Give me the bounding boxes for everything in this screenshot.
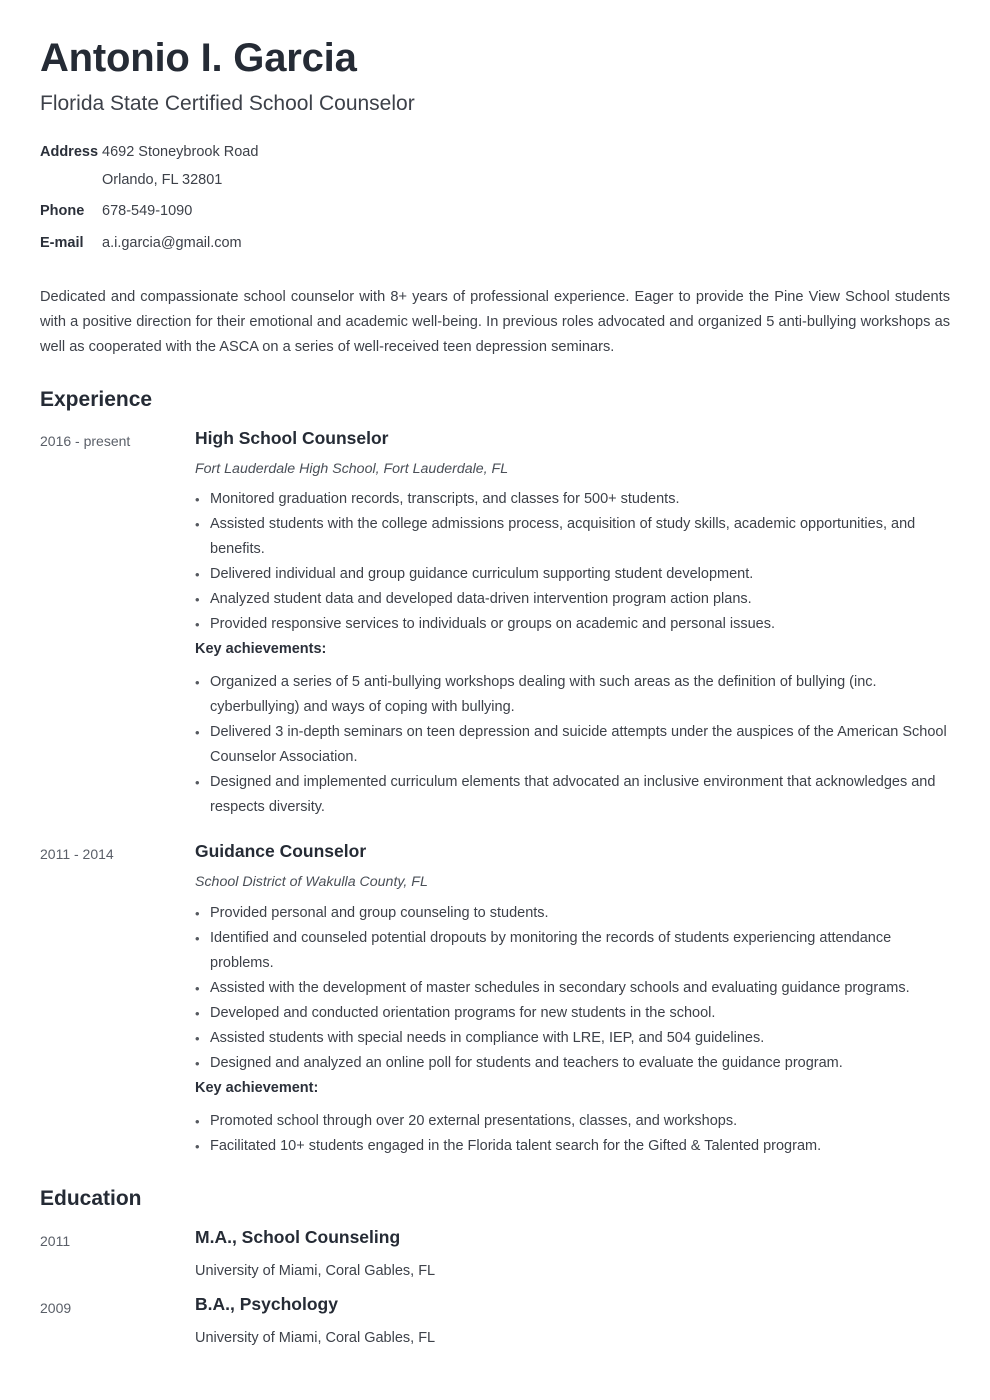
list-item: • Provided personal and group counseling to students. [195,901,950,926]
education-entry [40,1293,950,1348]
experience-job-title: High School Counselor [195,427,389,448]
list-item: • Provided responsive services to individuals or groups on academic and personal issues. [195,612,950,637]
education-entry [40,1226,950,1281]
resume-header [40,36,950,116]
list-item: • Delivered individual and group guidance curriculum supporting student development. [195,562,950,587]
contact-row-address [40,142,950,164]
list-item: • Developed and conducted orientation programs for new students in the school. [195,1001,950,1026]
contact-block [40,142,950,255]
education-date: 2011 [40,1232,71,1249]
list-item: • Assisted with the development of master schedules in secondary schools and evaluating guidance programs. [195,976,950,1001]
phone-label: Phone [40,203,85,220]
section-title-experience: Experience [40,387,153,411]
list-item: • Designed and implemented curriculum elements that advocated an inclusive environment that acknowledges and respects diversity. [195,770,950,820]
list-item: • Organized a series of 5 anti-bullying workshops dealing with such areas as the definition of bullying (inc. cyberbullying) and ways of coping with bullying. [195,670,950,720]
entry-spacer [40,822,950,840]
section-title-education: Education [40,1186,142,1210]
experience-date: 2016 - present [40,432,131,449]
education-degree: M.A., School Counseling [195,1226,401,1247]
list-item: • Designed and analyzed an online poll for students and teachers to evaluate the guidance program. [195,1051,950,1076]
phone-value[interactable]: 678-549-1090 [102,203,193,220]
experience-employer: School District of Wakulla County, FL [195,874,428,891]
contact-row-email [40,233,950,255]
education-institution: University of Miami, Coral Gables, FL [195,1329,436,1346]
experience-details [195,840,950,1159]
address-label: Address [40,143,99,160]
list-item: • Assisted students with the college admissions process, acquisition of study skills, academic opportunities, and benefits. [195,512,950,562]
contact-row-address-2 [40,170,950,192]
experience-date: 2011 - 2014 [40,846,114,863]
list-item: • Delivered 3 in-depth seminars on teen depression and suicide attempts under the auspices of the American School Counselor Association. [195,720,950,770]
experience-entry [40,427,950,821]
list-item: • Analyzed student data and developed data-driven intervention program action plans. [195,587,950,612]
experience-bullet-list [195,487,950,637]
list-item: • Monitored graduation records, transcripts, and classes for 500+ students. [195,487,950,512]
email-value[interactable]: a.i.garcia@gmail.com [102,235,242,252]
address-line-2: Orlando, FL 32801 [102,171,223,188]
candidate-name: Antonio I. Garcia [40,36,357,80]
key-achievement-label: Key achievement: [195,1079,319,1096]
experience-employer: Fort Lauderdale High School, Fort Lauderdale, FL [195,460,509,477]
list-item: • Promoted school through over 20 external presentations, classes, and workshops. [195,1109,950,1134]
contact-row-phone [40,201,950,223]
address-line-1: 4692 Stoneybrook Road [102,143,259,160]
experience-key-achievement-list [195,670,950,820]
education-details [195,1293,950,1348]
education-institution: University of Miami, Coral Gables, FL [195,1262,436,1279]
education-details [195,1226,950,1281]
email-label: E-mail [40,235,84,252]
list-item: • Assisted students with special needs in compliance with LRE, IEP, and 504 guidelines. [195,1026,950,1051]
key-achievements-label: Key achievements: [195,641,327,658]
experience-job-title: Guidance Counselor [195,841,367,862]
experience-entry [40,840,950,1159]
education-date: 2009 [40,1299,72,1316]
experience-key-achievement-list [195,1109,950,1159]
experience-details [195,427,950,821]
professional-summary: Dedicated and compassionate school counselor with 8+ years of professional experience. Eager to provide the Pine View School students with a positive direction for their emotional and academic well-being. In previous roles advocated and organized 5 anti-bullying workshops as well as cooperated with the ASCA on a series of well-received teen depression seminars. [40,288,950,355]
education-degree: B.A., Psychology [195,1293,338,1314]
candidate-title: Florida State Certified School Counselor [40,91,415,115]
list-item: • Identified and counseled potential dropouts by monitoring the records of students experiencing attendance problems. [195,926,950,976]
experience-bullet-list [195,901,950,1076]
list-item: • Facilitated 10+ students engaged in the Florida talent search for the Gifted & Talented program. [195,1134,950,1159]
